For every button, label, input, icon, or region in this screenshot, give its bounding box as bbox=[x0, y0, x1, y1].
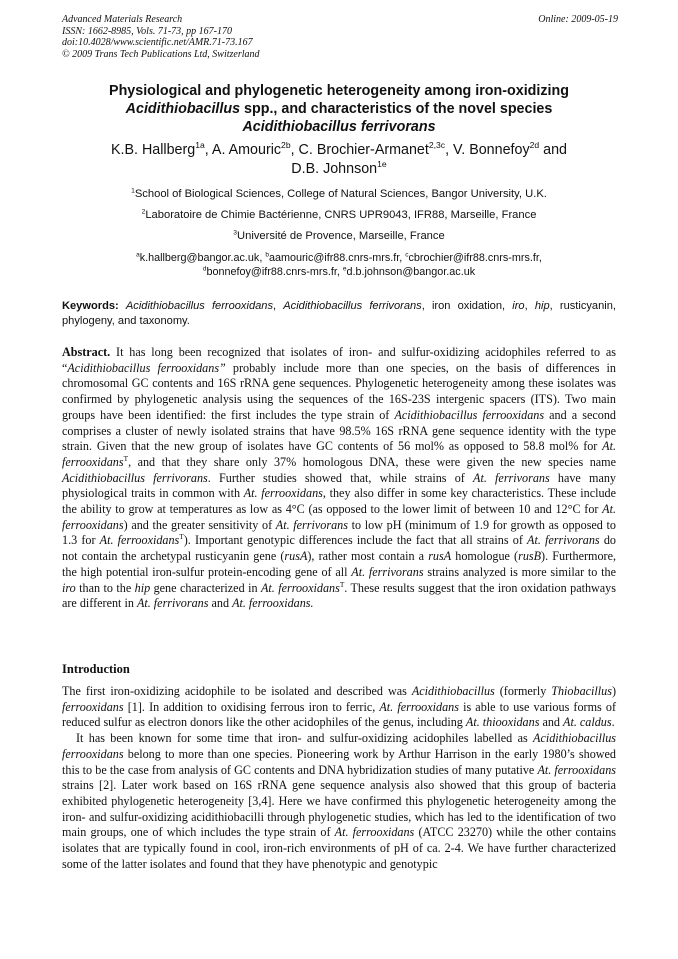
keyword: iro bbox=[512, 300, 525, 312]
title-line-2-rest: spp., and characteristics of the novel species bbox=[240, 101, 553, 117]
body-text: ) bbox=[611, 684, 616, 698]
author-marker: 1e bbox=[377, 159, 387, 170]
title-line-3: Acidithiobacillus ferrivorans bbox=[242, 119, 436, 135]
affiliation-text: Laboratoire de Chimie Bactérienne, CNRS UPR9043, IFR88, Marseille, France bbox=[145, 209, 537, 221]
body-text: and bbox=[539, 715, 564, 730]
body-italic: At. caldus bbox=[563, 715, 612, 730]
body-text: strains [2]. Later work based on 16S rRNA gene sequence analysis also showed that this group of bacteria exhibited phylogenetic heterogeneity [3,4]. Here we have confirmed this phylogenetic heterogeneity among the iron- and sulfur-oxidizing acidithiobacilli through phylogenetic studies, which has led to the identification of two main groups, one of which includes the type strain of bbox=[62, 778, 616, 840]
email-address: bonnefoy@ifr88.cnrs-mrs.fr, bbox=[206, 266, 343, 278]
abstract-italic: At. ferrivorans bbox=[351, 564, 424, 579]
title-line-2 bbox=[50, 100, 628, 118]
body-text: belong to more than one species. Pioneering work by Arthur Harrison in the early 1980’s showed this to be the case from analysis of GC contents and DNA hybridization studies of many putative bbox=[62, 746, 616, 777]
body-text: [1]. In addition to oxidising ferrous iron to ferric, bbox=[123, 699, 380, 714]
email-marker: e bbox=[342, 265, 347, 273]
type-strain-marker: T bbox=[123, 454, 129, 463]
title-line-1: Physiological and phylogenetic heterogeneity among iron-oxidizing bbox=[109, 83, 569, 99]
abstract-text: than to the bbox=[75, 580, 135, 595]
keyword: Acidithiobacillus ferrooxidans bbox=[125, 300, 274, 312]
abstract-italic: Acidithiobacillus ferrooxidans” bbox=[67, 360, 226, 375]
keyword-separator: , bbox=[273, 300, 284, 312]
affiliation-marker: 1 bbox=[131, 187, 135, 195]
author-conjunction: and bbox=[539, 142, 567, 158]
body-italic: Acidithiobacillus ferrooxidans bbox=[62, 731, 616, 761]
keyword-tail: , rusticyanin, phylogeny, and taxonomy. bbox=[62, 300, 616, 327]
body-text: . bbox=[611, 715, 615, 730]
abstract-text: have many physiological traits in common with bbox=[62, 470, 616, 501]
abstract-text: strains analyzed is more similar to the bbox=[423, 564, 617, 579]
abstract-italic: hip bbox=[134, 580, 151, 595]
online-date: Online: 2009-05-19 bbox=[538, 14, 618, 25]
abstract-italic: rusB bbox=[518, 549, 542, 564]
abstract-italic: At. ferrooxidans bbox=[62, 439, 616, 469]
abstract-italic: At. ferrooxidans bbox=[243, 486, 323, 501]
abstract-text: It has long been recognized that isolates of iron- and sulfur-oxidizing acidophiles referred to as “ bbox=[62, 345, 616, 375]
introduction-body bbox=[62, 684, 616, 872]
keyword: hip bbox=[534, 300, 550, 312]
email-address: aamouric@ifr88.cnrs-mrs.fr, bbox=[268, 252, 406, 264]
abstract-italic: rusA bbox=[428, 549, 452, 564]
abstract-text: to low pH (minimum of 1.9 for growth as opposed to 1.3 for bbox=[62, 517, 616, 548]
journal-header bbox=[62, 14, 618, 60]
doi-line: doi:10.4028/www.scientific.net/AMR.71-73.167 bbox=[62, 37, 253, 48]
paragraph bbox=[62, 731, 616, 872]
author-name: D.B. Johnson bbox=[291, 161, 378, 177]
section-heading: Introduction bbox=[62, 662, 130, 676]
copyright-line: © 2009 Trans Tech Publications Ltd, Switzerland bbox=[62, 48, 260, 60]
author-marker: 2,3c bbox=[428, 140, 446, 151]
affiliation-3 bbox=[40, 229, 638, 243]
issn-line: ISSN: 1662-8985, Vols. 71-73, pp 167-170 bbox=[62, 25, 232, 37]
email-address: k.hallberg@bangor.ac.uk, bbox=[139, 252, 266, 264]
body-text: The first iron-oxidizing acidophile to be isolated and described was bbox=[62, 684, 412, 698]
body-italic: Thiobacillus bbox=[551, 684, 612, 698]
body-text: (ATCC 23270) while the other contains isolates that are typically found in cool, iron-rich environments of pH of ca. 2-4. We have further characterized some of the latter isolates and found that they have phenotypic and genotypic bbox=[62, 825, 616, 871]
body-italic: Acidithiobacillus bbox=[411, 684, 495, 698]
keyword: Acidithiobacillus ferrivorans bbox=[283, 300, 422, 312]
keyword-separator: , iron oxidation, bbox=[421, 300, 513, 312]
abstract-text: ), rather most contain a bbox=[307, 549, 429, 564]
abstract-italic: iro bbox=[62, 580, 76, 595]
abstract-text: , they also differ in some key characteristics. These include the ability to grow at temperatures as low as 4°C (as opposed to the lower limit of between 10 and 12°C for bbox=[62, 486, 617, 517]
abstract-text: ). Important genotypic differences include the fact that all strains of bbox=[183, 533, 528, 548]
author-name: V. Bonnefoy bbox=[453, 142, 530, 158]
abstract-italic: rusA bbox=[284, 549, 308, 564]
affiliation-text: School of Biological Sciences, College of Natural Sciences, Bangor University, U.K. bbox=[134, 188, 547, 200]
abstract-text: probably include more than one species, on the basis of differences in chromosomal GC contents and 16S rRNA gene sequences. Phylogenetic heterogeneity among these isolates was confirmed by phylogenetic analysis using the sequences of the 16S-23S intergenic spacers (ITS). Two main groups have been identified: the first includes the type strain of bbox=[62, 360, 617, 422]
keyword-separator: , bbox=[524, 300, 535, 312]
abstract-italic: At. ferrooxidans. bbox=[232, 596, 314, 611]
abstract-text: ). Furthermore, the high potential iron-sulfur protein-encoding gene of all bbox=[62, 549, 616, 579]
email-marker: d bbox=[202, 265, 207, 273]
abstract-italic: At. ferrooxidans bbox=[260, 580, 340, 595]
abstract-text: ) and the greater sensitivity of bbox=[123, 517, 276, 532]
title-genus: Acidithiobacillus bbox=[125, 101, 241, 117]
abstract-text: homologue ( bbox=[451, 549, 519, 564]
abstract-italic: At. ferrivorans bbox=[275, 517, 348, 532]
email-marker: c bbox=[405, 251, 409, 259]
abstract-italic: Acidithiobacillus ferrooxidans bbox=[394, 407, 545, 422]
abstract-text: and a second comprises a cluster of newly isolated strains that have 98.5% 16S rRNA gene sequence identity with the type strain. Given that the new group of isolates have GC contents of 56 mol% as opposed to 58.8 mol% for bbox=[62, 407, 616, 454]
body-italic: At. thiooxidans bbox=[465, 715, 540, 730]
body-italic: At. ferrooxidans bbox=[379, 699, 459, 714]
author-marker: 2d bbox=[529, 140, 540, 151]
type-strain-marker: T bbox=[339, 580, 345, 589]
body-text: is able to use various forms of reduced sulfur as electron donors like the other acidophiles of the genus, including bbox=[62, 699, 616, 730]
body-text: It has been known for some time that iron- and sulfur-oxidizing acidophiles labelled as bbox=[76, 731, 534, 746]
email-marker: a bbox=[136, 251, 140, 259]
email-marker: b bbox=[265, 251, 269, 259]
paragraph bbox=[62, 684, 616, 731]
abstract-italic: At. ferrooxidans bbox=[99, 533, 180, 548]
body-italic: At. ferrooxidans bbox=[334, 825, 415, 840]
abstract-text: do not contain the archetypal rusticyanin gene ( bbox=[62, 533, 616, 564]
abstract-italic: At. ferrivorans bbox=[473, 470, 550, 485]
email-address: cbrochier@ifr88.cnrs-mrs.fr, bbox=[408, 252, 542, 264]
author-marker: 1a bbox=[195, 140, 205, 151]
keywords-label: Keywords: bbox=[62, 300, 119, 312]
type-strain-marker: T bbox=[179, 533, 184, 542]
paper-title bbox=[50, 82, 628, 136]
author-list: K.B. Hallberg$^{1a}$, A. Amouric$^{2b}$, C. Brochier-Armanet$^{2,3c}$, V. Bonnefoy$^{2d}$ and D.B. Johnson$^{1e}$ bbox=[110, 140, 567, 177]
affiliation-text: Université de Provence, Marseille, France bbox=[237, 230, 445, 242]
body-italic: At. ferrooxidans bbox=[537, 762, 616, 777]
abstract bbox=[62, 345, 616, 612]
abstract-italic: At. ferrivorans bbox=[136, 596, 209, 611]
abstract-italic: Acidithiobacillus ferrivorans bbox=[62, 470, 208, 485]
abstract-italic: At. ferrooxidans bbox=[62, 502, 616, 532]
abstract-text: , and that they share only 37% homologous DNA, these were given the new species name bbox=[128, 454, 616, 469]
abstract-text: . Further studies showed that, while strains of bbox=[207, 470, 474, 485]
affiliation-1 bbox=[40, 187, 638, 201]
body-italic: ferrooxidans bbox=[62, 699, 124, 714]
email-address: d.b.johnson@bangor.ac.uk bbox=[346, 266, 476, 278]
author-name: C. Brochier-Armanet bbox=[298, 142, 429, 158]
abstract-text: . These results suggest that the iron oxidation pathways are different in bbox=[62, 580, 616, 611]
abstract-italic: At. ferrivorans bbox=[527, 533, 600, 548]
author-name: A. Amouric bbox=[211, 142, 282, 158]
email-list bbox=[40, 251, 638, 279]
abstract-text: gene characterized in bbox=[150, 580, 261, 595]
affiliation-2 bbox=[40, 208, 638, 222]
abstract-label: Abstract. bbox=[62, 345, 111, 359]
keywords bbox=[62, 299, 616, 328]
abstract-text: and bbox=[208, 596, 233, 611]
author-name: K.B. Hallberg bbox=[110, 142, 196, 158]
author-marker: 2b bbox=[281, 140, 291, 151]
affiliation-marker: 3 bbox=[233, 229, 238, 237]
journal-name: Advanced Materials Research bbox=[62, 14, 183, 25]
affiliation-marker: 2 bbox=[141, 208, 146, 216]
body-text: (formerly bbox=[494, 684, 552, 698]
